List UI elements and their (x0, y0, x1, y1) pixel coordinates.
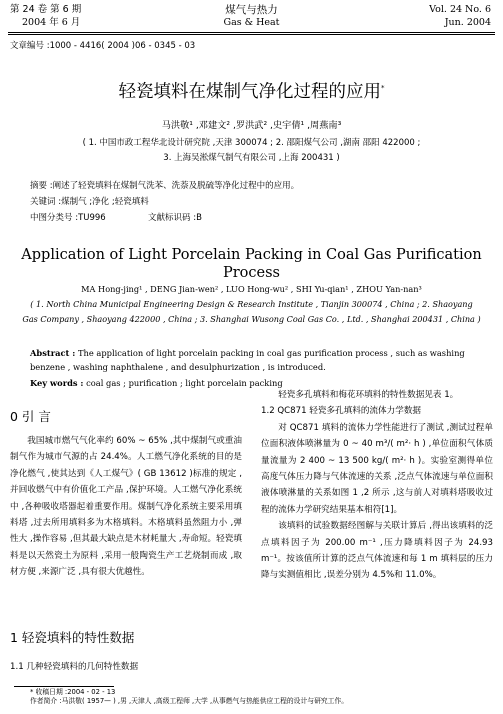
right-paragraph-1: 轻瓷多孔填料和梅花环填料的特性数据见表 1。 (278, 390, 459, 400)
abstract-en-text-1: The application of light porcelain packing in coal gas purification process , such as washing (77, 348, 465, 358)
document-code: 文献标识码 :B (148, 213, 202, 223)
authors-en: MA Hong-jing¹ , DENG Jian-wen² , LUO Hong-wu² , SHI Yu-qian¹ , ZHOU Yan-nan³ (81, 284, 422, 294)
abstract-en-line1 (30, 346, 483, 360)
footnote-received: * 收稿日期 :2004 - 02 - 13 (30, 688, 116, 696)
journal-volume-en: Vol. 24 No. 6 (429, 4, 491, 15)
keywords-en-text: coal gas ; purification ; light porcelain packing (86, 378, 283, 388)
abstract-en (30, 346, 483, 390)
section-1-1-heading: 1.1 几种轻瓷填料的几何特性数据 (10, 662, 139, 672)
section-0-heading: 0 引 言 (10, 409, 51, 424)
right-column (261, 387, 493, 584)
footnote-rule (14, 686, 114, 687)
journal-name-en: Gas & Heat (223, 17, 280, 28)
affiliation-zh-line2: 3. 上海吴淞煤气制气有限公司 ,上海 200431 ) (163, 153, 340, 163)
journal-name: 煤气与热力 (225, 4, 278, 16)
title-en: Application of Light Porcelain Packing in Coal Gas Purification Process (21, 247, 482, 281)
authors-zh: 马洪敬¹ ,邓建文² ,罗洪武² ,史宇倩¹ ,周燕南³ (161, 120, 342, 131)
header-rule-2 (8, 34, 495, 35)
abstract-zh: 摘要 :阐述了轻瓷填料在煤制气洗苯、洗萘及脱硫等净化过程中的应用。 (30, 181, 300, 191)
right-paragraph-2: 对 QC871 填料的流体力学性能进行了测试 ,测试过程单位面积液体喷淋量为 0 ~ 40 m³/( m²· h ) ,单位面积气体质量流量为 2 400 ~ 13 500 kg/( m²· h )。实验室测得单位高度气体压力降与气体流速的关系 ,泛点气体流速与单位面积液体喷淋量的关系如图 1 ,2 所示 ,这与前人对填料塔吸收过程的流体力学研究结果基本相符[1]。 (261, 422, 493, 515)
journal-date: 2004 年 6 月 (22, 17, 81, 28)
journal-volume-issue: 第 24 卷 第 6 期 (10, 4, 82, 15)
affiliation-en-line2: Gas Company , Shaoyang 422000 , China ; 3. Shanghai Wusong Coal Gas Co. , Ltd. , Shanghai 200431 , China ) (22, 314, 481, 324)
section-1-2-heading: 1.2 QC871 轻瓷多孔填料的流体力学数据 (261, 406, 422, 417)
article-id: 文章编号 :1000 - 4416( 2004 )06 - 0345 - 03 (10, 41, 196, 51)
abstract-en-line2: benzene , washing naphthalene , and desulphurization , is introduced. (30, 362, 326, 372)
title-zh (8, 77, 495, 103)
footnote-author-bio: 作者简介 :马洪敬( 1957— ) ,男 ,天津人 ,高级工程师 ,大学 ,从事燃气与热能供应工程的设计与研究工作。 (30, 697, 349, 705)
affiliation-en-line1: ( 1. North China Municipal Engineering Design & Research Institute , Tianjin 300074 , China ; 2. Shaoyang (30, 299, 473, 309)
keywords-en-label: Key words : (30, 378, 84, 388)
abstract-en-label: Abstract : (30, 348, 76, 358)
intro-paragraph: 我国城市燃气气化率约 60% ~ 65% ,其中煤制气或重油制气作为城市气源的占 24.4%。人工燃气净化系统的目的是净化燃气 ,使其达到《人工煤气》( GB 13612 )标准的规定 ,并回收燃气中有价值化工产品 ,保护环境。人工燃气净化系统中 ,各种吸收塔器起着重要作用。煤制气净化系统主要采用填料塔 ,过去所用填料多为木格填料。木格填料虽然阻力小 ,弹性大 ,操作容易 ,但其最大缺点是木材耗量大 ,寿命短。轻瓷填料是以天然瓷土为原料 ,采用一般陶瓷生产工艺烧制而成 ,取材方便 ,来源广泛 ,具有很大优越性。 (10, 436, 242, 578)
title-footnote-mark: * (381, 84, 385, 92)
clc-number: 中图分类号 :TU996 (30, 213, 106, 223)
title-zh-text: 轻瓷填料在煤制气净化过程的应用 (118, 81, 381, 102)
journal-date-en: Jun. 2004 (444, 17, 491, 28)
section-1-heading: 1 轻瓷填料的特性数据 (10, 630, 135, 645)
affiliation-zh-line1: ( 1. 中国市政工程华北设计研究院 ,天津 300074 ; 2. 邵阳煤气公司 ,湖南 邵阳 422000 ; (82, 138, 421, 148)
left-column (10, 433, 242, 581)
header-rule (8, 32, 495, 33)
keywords-zh: 关键词 :煤制气 ;净化 ;轻瓷填料 (30, 197, 149, 207)
right-paragraph-3: 该填料的试验数据经图解与关联计算后 ,得出该填料的泛点填料因子为 200.00 m⁻¹ ,压力降填料因子为 24.93 m⁻¹。按该值所计算的泛点气体流速和每 1 m 填料层的压力降与实测值相比 ,误差分别为 4.5%和 11.0%。 (261, 521, 493, 581)
